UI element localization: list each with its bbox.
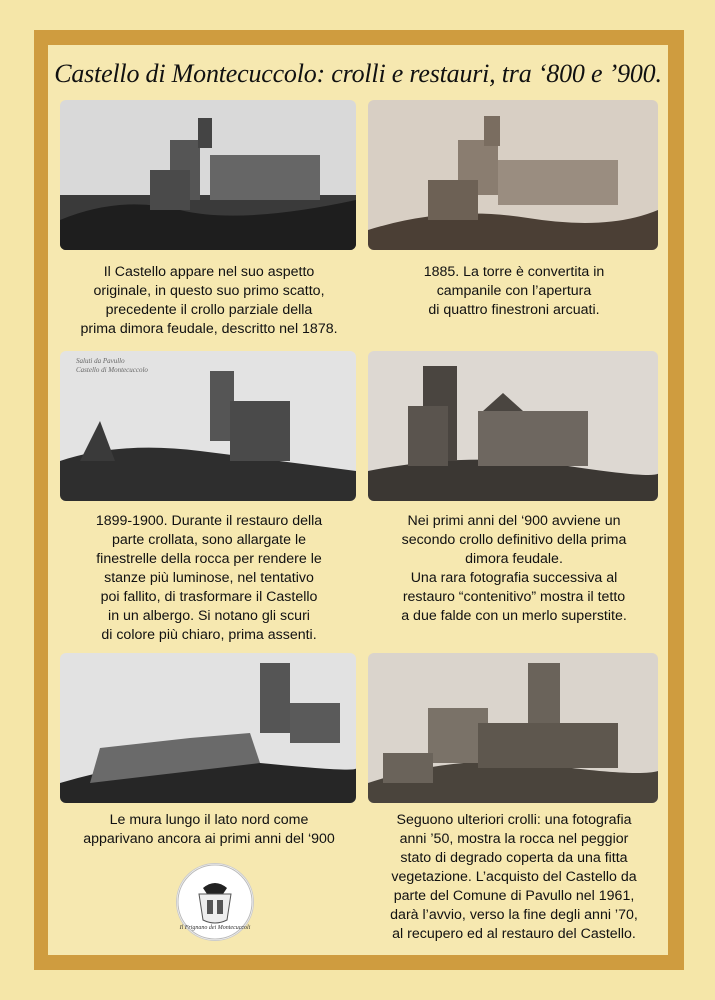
photo-north-walls [60, 653, 356, 803]
castle-photo-icon [60, 100, 356, 250]
stamp-text: Saluti da Pavullo Castello di Montecuccolo [76, 357, 148, 374]
caption-1885: 1885. La torre è convertita in campanile con l’apertura di quattro finestroni arcuati. [423, 264, 605, 318]
caption-original: Il Castello appare nel suo aspetto originale, in questo suo primo scatto, precedente il crollo parziale della prima dimora feudale, descritto nel 1878. [80, 264, 338, 337]
caption-1900s: Nei primi anni del ‘900 avviene un secondo crollo definitivo della prima dimora feudale. Una rara fotografia successiva al restauro “contenitivo” mostra il tetto a due falde con un merlo superstite. [401, 513, 627, 624]
caption-1950s: Seguono ulteriori crolli: una fotografia anni ’50, mostra la rocca nel peggior stato di degrado coperta da una fitta vegetazione. L’acquisto del Castello da parte del Comune di Pavullo nel 1961, darà l’avvio, verso la fine degli anni ’70, al recupero ed al restauro del Castello. [390, 812, 638, 942]
photo-castle-1900s [368, 351, 658, 501]
photo-castle-1885 [368, 100, 658, 250]
castle-photo-icon [368, 100, 658, 250]
page-title: Castello di Montecuccolo: crolli e restauri, tra ‘800 e ’900. [54, 59, 662, 88]
caption-north-walls: Le mura lungo il lato nord come apparivano ancora ai primi anni del ‘900 [83, 812, 335, 847]
castle-photo-icon [60, 653, 356, 803]
photo-castle-1950s [368, 653, 658, 803]
caption-1899: 1899-1900. Durante il restauro della parte crollata, sono allargate le finestrelle della rocca per rendere le stanze più luminose, nel tentativo poi fallito, di trasformare il Castello in un albergo. Si notano gli scuri di colore più chiaro, prima assenti. [95, 513, 323, 643]
logo-text: Il Frignano dei Montecuccoli [179, 925, 251, 931]
castle-photo-icon [368, 351, 658, 501]
poster-panel [48, 45, 668, 955]
castle-photo-icon [368, 653, 658, 803]
photo-castle-original [60, 100, 356, 250]
